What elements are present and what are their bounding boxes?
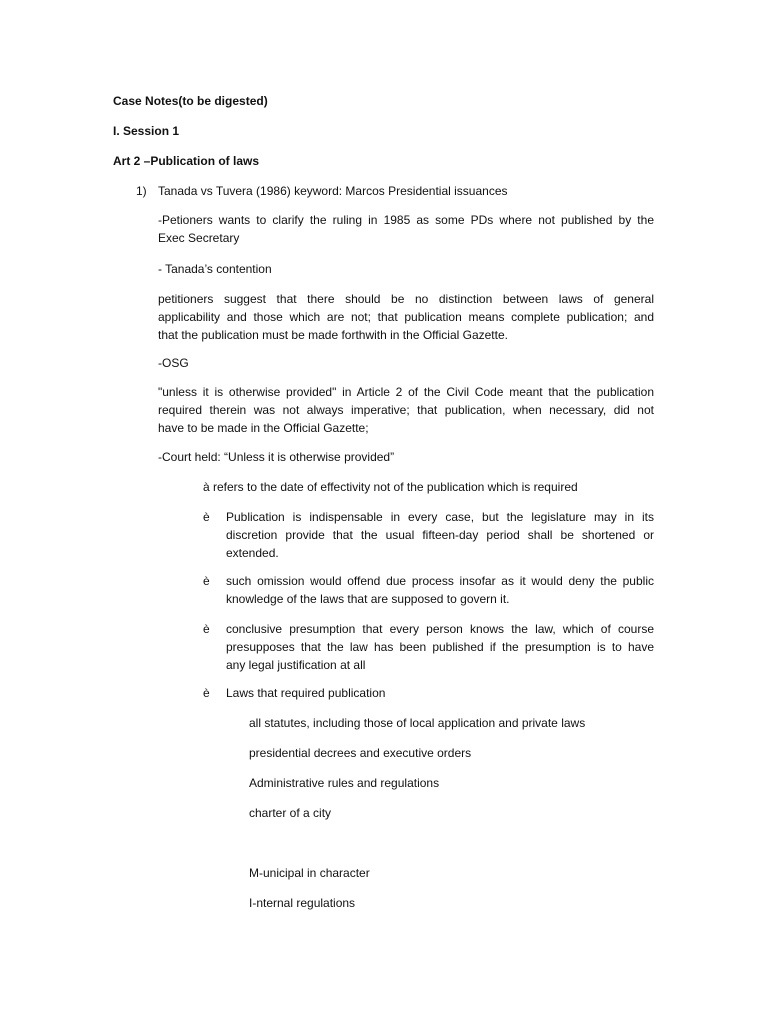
arrow-bullet-icon: è [203,510,210,524]
paragraph-line: conclusive presumption that every person knows the law, which of course [226,622,654,636]
item-title: Tanada vs Tuvera (1986) keyword: Marcos Presidential issuances [158,184,508,198]
tanada-paragraph [158,290,654,344]
paragraph-line: -Petioners wants to clarify the ruling in 1985 as some PDs where not published by the [158,213,654,227]
paragraph-line: Exec Secretary [158,231,240,245]
law-item: charter of a city [249,806,332,820]
bullet-item: Laws that required publication [226,686,386,700]
paragraph-line: petitioners suggest that there should be no distinction between laws of general [158,292,654,306]
mi-item: I-nternal regulations [249,896,356,910]
paragraph-line: discretion provide that the usual fifteen-day period shall be shortened or [226,528,654,542]
paragraph-line: Publication is indispensable in every case, but the legislature may in its [226,510,654,524]
tanada-heading: - Tanada’s contention [158,262,272,276]
bullet-item [226,508,654,562]
refers-line: à refers to the date of effectivity not of the publication which is required [203,480,578,494]
paragraph-line: have to be made in the Official Gazette; [158,421,369,435]
paragraph-line: applicability and those which are not; that publication means complete publication; and [158,310,654,324]
osg-heading: -OSG [158,356,189,370]
doc-title: Case Notes(to be digested) [113,94,268,108]
paragraph-line: required therein was not always imperative; that publication, when necessary, did not [158,403,654,417]
court-heading: -Court held: “Unless it is otherwise provided” [158,450,395,464]
paragraph-line: such omission would offend due process insofar as it would deny the public [226,574,654,588]
arrow-bullet-icon: è [203,574,210,588]
paragraph-line: "unless it is otherwise provided" in Article 2 of the Civil Code meant that the publication [158,385,654,399]
paragraph-line: any legal justification at all [226,658,366,672]
item-number: 1) [136,184,147,198]
arrow-bullet-icon: è [203,622,210,636]
arrow-bullet-icon: è [203,686,210,700]
paragraph-line: knowledge of the laws that are supposed to govern it. [226,592,510,606]
session-heading: I. Session 1 [113,124,180,138]
paragraph-line: presupposes that the law has been published if the presumption is to have [226,640,654,654]
bullet-item [226,620,654,674]
mi-item: M-unicipal in character [249,866,370,880]
bullet-item [226,572,654,608]
osg-paragraph [158,383,654,437]
paragraph-line: that the publication must be made forthwith in the Official Gazette. [158,328,508,342]
law-item: Administrative rules and regulations [249,776,440,790]
petitioners-intro [158,211,654,247]
law-item: all statutes, including those of local application and private laws [249,716,586,730]
law-item: presidential decrees and executive orders [249,746,472,760]
article-heading: Art 2 –Publication of laws [113,154,260,168]
paragraph-line: extended. [226,546,279,560]
